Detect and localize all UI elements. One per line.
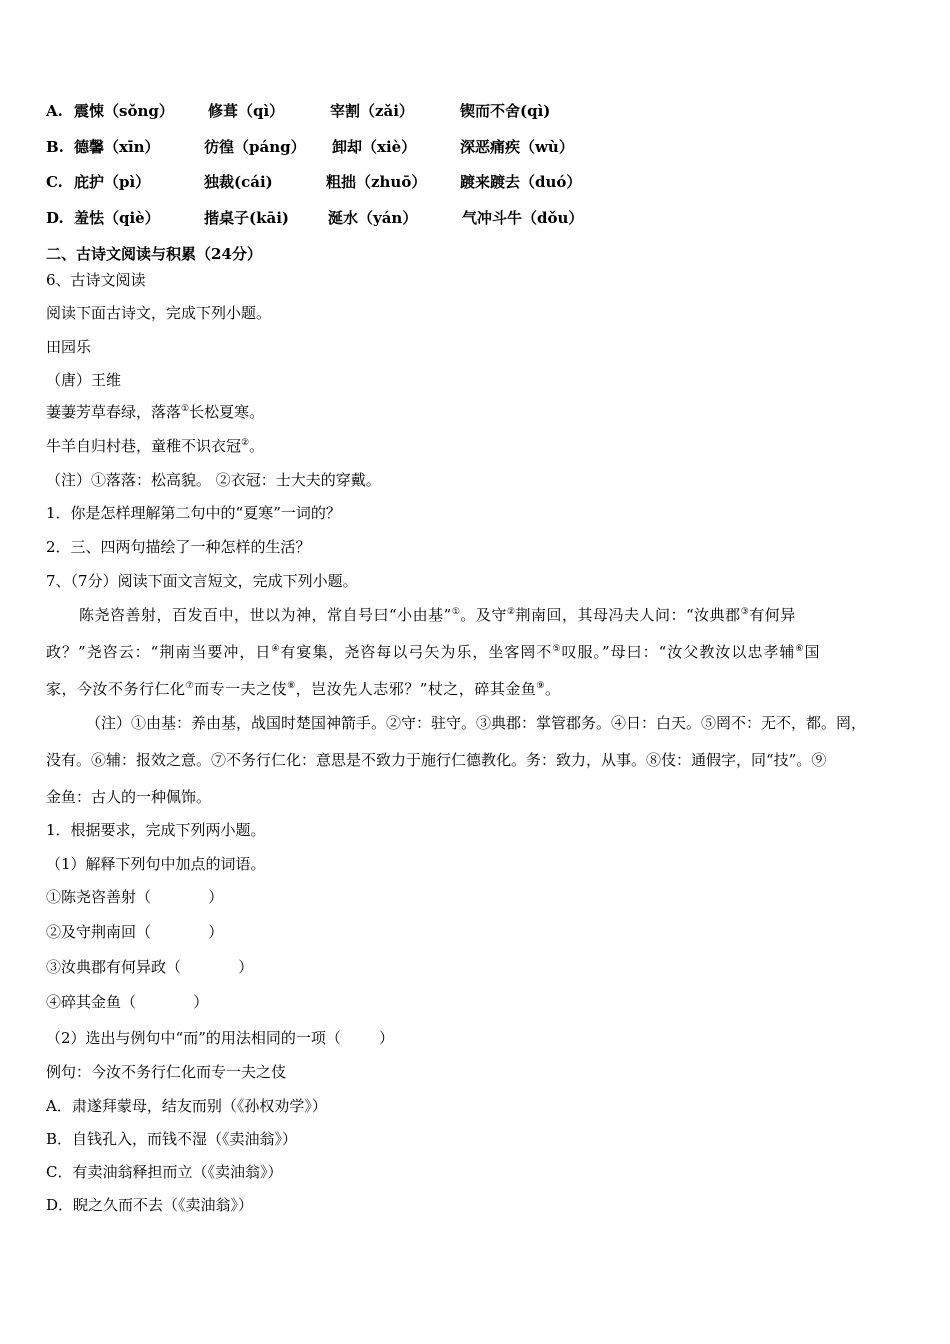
question-1: 1．根据要求，完成下列两小题。: [46, 821, 266, 839]
choice-d: D．睨之久而不去（《卖油翁》）: [46, 1196, 254, 1214]
passage-line-1: [46, 604, 947, 625]
option-letter: C.: [46, 173, 63, 191]
footnote-mark: ⑥: [795, 644, 805, 654]
footnote-mark: ①: [181, 404, 190, 414]
option-letter: D.: [46, 209, 64, 227]
footnote-mark: ①: [451, 607, 461, 617]
poem-line-2: [46, 436, 264, 456]
poem-text: 长松夏寒。: [189, 403, 265, 421]
footnote-mark: ③: [740, 607, 750, 617]
option-item: 气冲斗牛（dǒu）: [462, 209, 584, 227]
footnote-mark: ②: [241, 438, 250, 448]
blank-item-3: ③汝典郡有何异政（ ）: [46, 958, 254, 976]
passage-text: 有宴集，尧咨每以弓矢为乐，坐客罔不: [280, 643, 553, 661]
footnote-mark: ⑦: [185, 681, 195, 691]
footnote-mark: ⑧: [287, 681, 296, 691]
option-letter: A.: [46, 102, 63, 120]
blank-item-4: ④碎其金鱼（ ）: [46, 993, 209, 1011]
passage-text: 。及守: [460, 606, 507, 624]
passage-text: 。: [544, 680, 561, 698]
passage-text: 荆南回，其母冯夫人问：“汝典郡: [515, 606, 741, 624]
passage-text: ，岂汝先人志邪？”杖之，碎其金鱼: [295, 680, 537, 698]
passage-text: 家，今汝不务行仁化: [46, 680, 186, 698]
passage-text: 有何异: [749, 606, 796, 624]
option-item: 揩桌子(kāi): [204, 209, 290, 227]
example-sentence: 例句：今汝不务行仁化而专一夫之伎: [46, 1063, 287, 1081]
footnote-mark: ④: [271, 644, 281, 654]
poem-question-2: 2．三、四两句描绘了一种怎样的生活？: [46, 538, 311, 556]
poem-text: 。: [249, 437, 265, 455]
passage-text: 国: [804, 643, 821, 661]
option-letter: B.: [46, 138, 64, 156]
blank-item-1: ①陈尧咨善射（ ）: [46, 888, 224, 906]
choice-c: C．有卖油翁释担而立（《卖油翁》）: [46, 1163, 283, 1181]
option-item: 庇护（pì）: [74, 173, 151, 191]
option-item: 德馨（xīn）: [74, 138, 160, 156]
passage-note-line-2: 没有。⑥辅：报效之意。⑦不务行仁化：意思是不致力于施行仁德教化。务：致力，从事。⑧伎：通假字，同“技”。⑨: [46, 751, 827, 769]
option-item: 震悚（sǒng）: [74, 102, 174, 120]
option-item: 深恶痛疾（wù）: [460, 138, 574, 156]
passage-line-3: [46, 678, 914, 699]
option-item: 宰割（zǎi）: [330, 102, 414, 120]
option-item: 粗拙（zhuō）: [326, 173, 427, 191]
option-item: 独裁(cái): [204, 173, 273, 191]
poem-line-1: [46, 402, 264, 422]
passage-note-line-3: 金鱼：古人的一种佩饰。: [46, 788, 212, 806]
footnote-mark: ②: [506, 607, 516, 617]
passage-text: 陈尧咨善射，百发百中，世以为神，常自号曰“小由基”: [79, 606, 452, 624]
passage-text: 而专一夫之伎: [194, 680, 288, 698]
footnote-mark: ⑤: [552, 644, 562, 654]
poem-text: 牛羊自归村巷，童稚不识衣冠: [46, 437, 242, 455]
question-7-title: 7、（7分）阅读下面文言短文，完成下列小题。: [46, 572, 358, 590]
choice-a: A．肃遂拜蒙母，结友而别（《孙权劝学》）: [46, 1097, 327, 1115]
passage-note-line-1: （注）①由基：养由基，战国时楚国神箭手。②守：驻守。③典郡：掌管郡务。④日：白天。⑤罔不：无不，都。罔，: [86, 714, 867, 732]
passage-text: 叹服。”母曰：“汝父教汝以忠孝辅: [561, 643, 796, 661]
question-6-title: 6、古诗文阅读: [46, 271, 146, 289]
passage-text: 政？”尧咨云：“荆南当要冲，日: [46, 643, 272, 661]
question-1-part-1: （1）解释下列句中加点的词语。: [46, 855, 266, 873]
choice-b: B．自钱孔入，而钱不湿（《卖油翁》）: [46, 1130, 298, 1148]
instruction: 阅读下面古诗文，完成下列小题。: [46, 304, 272, 322]
option-item: 修葺（qì）: [208, 102, 285, 120]
poem-text: 萋萋芳草春绿，落落: [46, 403, 182, 421]
option-item: 卸却（xiè）: [332, 138, 417, 156]
option-item: 彷徨（páng）: [204, 138, 306, 156]
poem-note: （注）①落落：松高貌。 ②衣冠：士大夫的穿戴。: [46, 471, 381, 489]
poem-author: （唐）王维: [46, 371, 122, 389]
option-item: 涎水（yán）: [328, 209, 418, 227]
option-item: 羞怯（qiè）: [74, 209, 160, 227]
footnote-mark: ⑨: [536, 681, 545, 691]
option-item: 锲而不舍(qì): [460, 102, 551, 120]
question-1-part-2: （2）选出与例句中“而”的用法相同的一项（ ）: [46, 1029, 395, 1047]
passage-line-2: [46, 641, 914, 662]
option-item: 踱来踱去（duó）: [460, 173, 582, 191]
poem-question-1: 1．你是怎样理解第二句中的“夏寒”一词的？: [46, 504, 341, 522]
poem-title: 田园乐: [46, 338, 92, 356]
blank-item-2: ②及守荆南回（ ）: [46, 923, 224, 941]
section-heading: 二、古诗文阅读与积累（24分）: [46, 245, 262, 263]
